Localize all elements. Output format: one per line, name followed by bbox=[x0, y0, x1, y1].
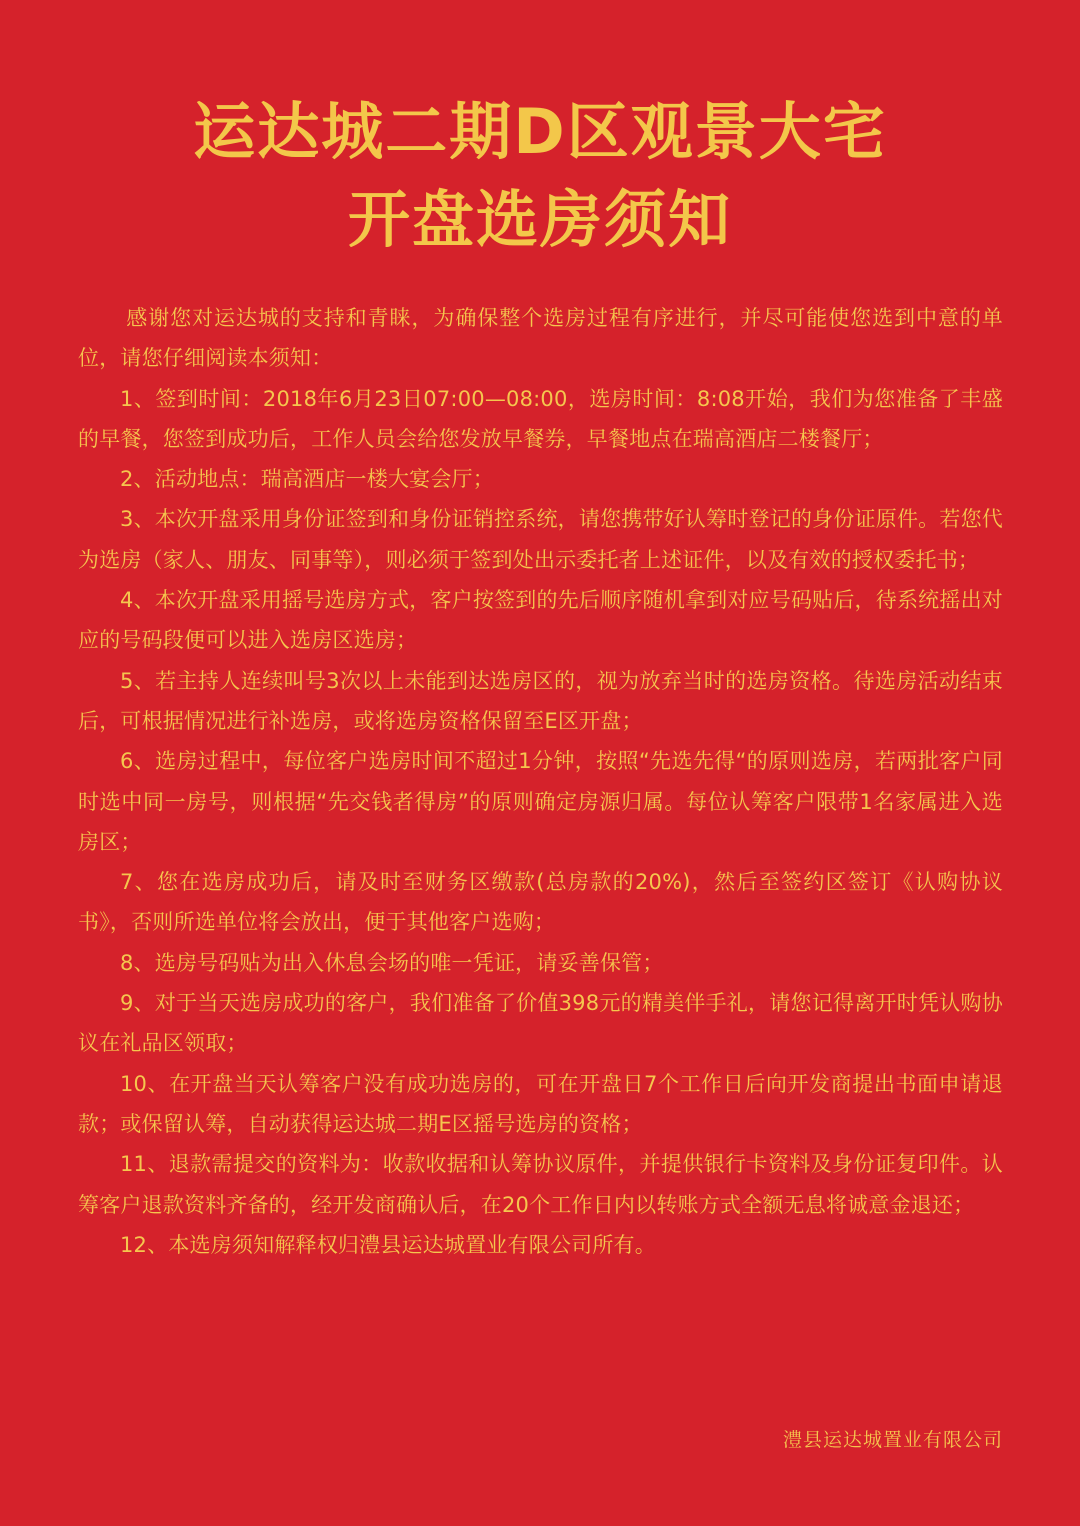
notice-item-3: 3、本次开盘采用身份证签到和身份证销控系统，请您携带好认筹时登记的身份证原件。若您代为选房（家人、朋友、同事等），则必须于签到处出示委托者上述证件，以及有效的授权委托书； bbox=[78, 507, 1003, 572]
notice-item-8: 8、选房号码贴为出入休息会场的唯一凭证，请妥善保管； bbox=[120, 950, 664, 975]
company-signature: 澧县运达城置业有限公司 bbox=[782, 1429, 1003, 1451]
notice-item-12: 12、本选房须知解释权归澧县运达城置业有限公司所有。 bbox=[120, 1232, 656, 1257]
notice-item-7: 7、您在选房成功后，请及时至财务区缴款(总房款的20%)，然后至签约区签订《认购协议书》，否则所选单位将会放出，便于其他客户选购； bbox=[78, 870, 1003, 935]
notice-body bbox=[78, 298, 1003, 1265]
title-line-2: 开盘选房须知 bbox=[347, 183, 732, 256]
notice-item-6: 6、选房过程中，每位客户选房时间不超过1分钟，按照“先选先得“的原则选房，若两批客户同时选中同一房号，则根据“先交钱者得房”的原则确定房源归属。每位认筹客户限带1名家属进入选房区； bbox=[78, 749, 1003, 854]
intro-paragraph: 感谢您对运达城的支持和青睐，为确保整个选房过程有序进行，并尽可能使您选到中意的单位，请您仔细阅读本须知： bbox=[78, 306, 1003, 371]
notice-item-4: 4、本次开盘采用摇号选房方式，客户按签到的先后顺序随机拿到对应号码贴后，待系统摇出对应的号码段便可以进入选房区选房； bbox=[78, 588, 1003, 653]
notice-item-5: 5、若主持人连续叫号3次以上未能到达选房区的，视为放弃当时的选房资格。待选房活动结束后，可根据情况进行补选房，或将选房资格保留至E区开盘； bbox=[78, 668, 1003, 733]
notice-item-2: 2、活动地点：瑞高酒店一楼大宴会厅； bbox=[120, 467, 494, 492]
notice-title bbox=[0, 88, 1080, 264]
notice-item-11: 11、退款需提交的资料为：收款收据和认筹协议原件，并提供银行卡资料及身份证复印件。认筹客户退款资料齐备的，经开发商确认后，在20个工作日内以转账方式全额无息将诚意金退还； bbox=[78, 1152, 1003, 1217]
notice-item-10: 10、在开盘当天认筹客户没有成功选房的，可在开盘日7个工作日后向开发商提出书面申请退款；或保留认筹，自动获得运达城二期E区摇号选房的资格； bbox=[78, 1071, 1003, 1136]
title-line-1: 运达城二期D区观景大宅 bbox=[193, 95, 887, 168]
notice-item-9: 9、对于当天选房成功的客户，我们准备了价值398元的精美伴手礼，请您记得离开时凭认购协议在礼品区领取； bbox=[78, 991, 1003, 1056]
notice-item-1: 1、签到时间：2018年6月23日07:00—08:00，选房时间：8:08开始，我们为您准备了丰盛的早餐，您签到成功后，工作人员会给您发放早餐券，早餐地点在瑞高酒店二楼餐厅； bbox=[78, 386, 1003, 451]
